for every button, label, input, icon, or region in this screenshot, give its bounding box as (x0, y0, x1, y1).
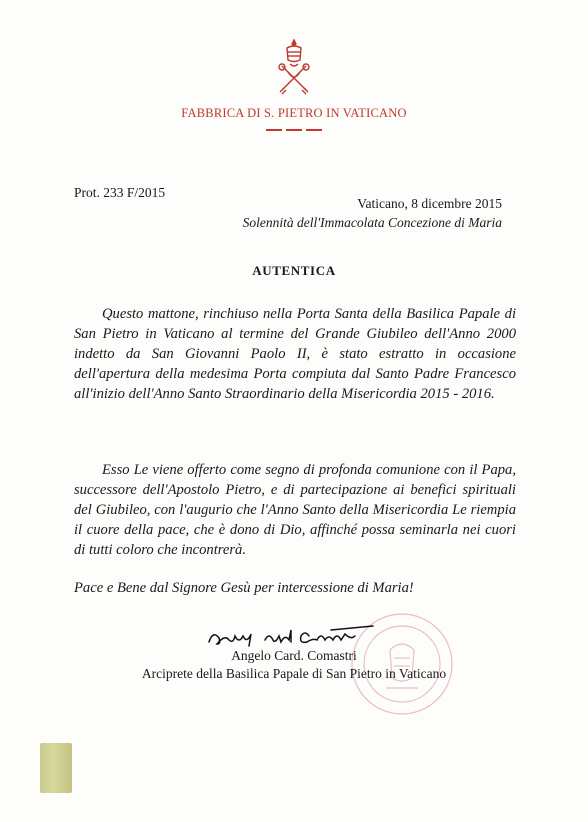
body-paragraph-2 (74, 460, 516, 560)
signer-name: Angelo Card. Comastri (231, 648, 357, 663)
paragraph-text: Esso Le viene offerto come segno di profonda comunione con il Papa, successore dell'Apostolo Pietro, e di partecipazione ai benefici spirituali del Giubileo, con l'augurio che l'Anno Santo della Misericordia Le riempia il cuore della pace, che è dono di Dio, affinché possa seminarla nei cuori di tutti coloro che incontrerà. (74, 462, 516, 558)
signer-role: Arciprete della Basilica Papale di San Pietro in Vaticano (141, 666, 447, 681)
closing-line (74, 578, 516, 598)
document-title: AUTENTICA (252, 263, 336, 278)
letter-date: Vaticano, 8 dicembre 2015 (357, 196, 502, 211)
adhesive-tape-strip (40, 743, 72, 793)
closing-text: Pace e Bene dal Signore Gesù per intercessione di Maria! (74, 580, 414, 596)
letter-occasion: Solennità dell'Immacolata Concezione di Maria (242, 215, 502, 230)
papal-crest-icon (274, 38, 314, 96)
paragraph-text: Questo mattone, rinchiuso nella Porta Santa della Basilica Papale di San Pietro in Vaticano al termine del Grande Giubileo dell'Anno 2000 indetto da San Giovanni Paolo II, è stato estratto in occasione dell'apertura della medesima Porta compiuta dal Santo Padre Francesco all'inizio dell'Anno Santo Straordinario della Misericordia 2015 - 2016. (74, 306, 516, 402)
header-divider (266, 129, 322, 131)
body-paragraph-1 (74, 304, 516, 404)
protocol-number: Prot. 233 F/2015 (74, 185, 166, 200)
institution-name: FABBRICA DI S. PIETRO IN VATICANO (181, 106, 407, 120)
